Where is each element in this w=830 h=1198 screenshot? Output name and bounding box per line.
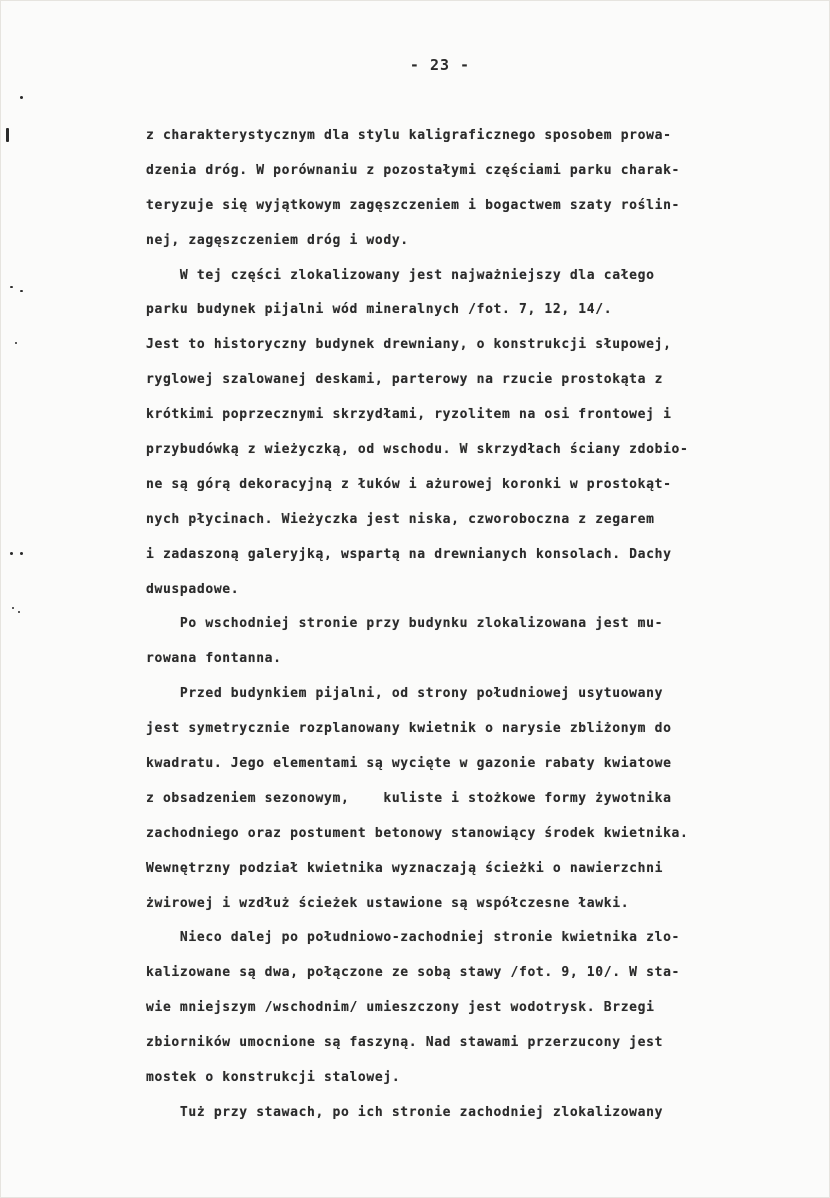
text-line: kwadratu. Jego elementami są wycięte w gazonie rabaty kwiatowe	[146, 756, 672, 772]
text-line: ne są górą dekoracyjną z łuków i ażurowej koronki w prostokąt-	[146, 476, 672, 492]
text-line: krótkimi poprzecznymi skrzydłami, ryzolitem na osi frontowej i	[146, 407, 672, 423]
text-line: ryglowej szalowanej deskami, parterowy na rzucie prostokąta z	[146, 372, 664, 388]
body-text	[146, 119, 806, 1131]
text-line: Jest to historyczny budynek drewniany, o konstrukcji słupowej,	[146, 337, 672, 353]
margin-speck	[10, 552, 13, 555]
page-number: - 23 -	[409, 56, 471, 74]
text-line: mostek o konstrukcji stalowej.	[146, 1070, 401, 1086]
margin-speck	[18, 611, 20, 613]
margin-speck	[20, 96, 23, 99]
text-line: rowana fontanna.	[146, 651, 282, 667]
text-line: Wewnętrzny podział kwietnika wyznaczają ścieżki o nawierzchni	[146, 860, 664, 876]
margin-speck	[20, 552, 23, 555]
text-line: parku budynek pijalni wód mineralnych /fot. 7, 12, 14/.	[146, 302, 613, 318]
text-line: nej, zagęszczeniem dróg i wody.	[146, 232, 409, 248]
text-line: z obsadzeniem sezonowym, kuliste i stożkowe formy żywotnika	[146, 790, 672, 806]
text-line: Po wschodniej stronie przy budynku zlokalizowana jest mu-	[146, 616, 664, 632]
margin-speck	[6, 128, 9, 142]
text-line: Tuż przy stawach, po ich stronie zachodniej zlokalizowany	[146, 1104, 664, 1120]
text-line: zbiorników umocnione są faszyną. Nad stawami przerzucony jest	[146, 1035, 664, 1051]
text-line: kalizowane są dwa, połączone ze sobą stawy /fot. 9, 10/. W sta-	[146, 965, 681, 981]
text-line: dwuspadowe.	[146, 581, 240, 597]
margin-speck	[12, 607, 14, 609]
text-line: Przed budynkiem pijalni, od strony południowej usytuowany	[146, 686, 664, 702]
text-line: z charakterystycznym dla stylu kaligraficznego sposobem prowa-	[146, 128, 672, 143]
text-line: zachodniego oraz postument betonowy stanowiący środek kwietnika.	[146, 825, 689, 841]
margin-speck	[20, 290, 23, 292]
text-line: teryzuje się wyjątkowym zagęszczeniem i bogactwem szaty roślin-	[146, 197, 681, 213]
text-line: dzenia dróg. W porównaniu z pozostałymi częściami parku charak-	[146, 162, 681, 178]
text-line: jest symetrycznie rozplanowany kwietnik o narysie zbliżonym do	[146, 721, 672, 737]
text-line: nych płycinach. Wieżyczka jest niska, czworoboczna z zegarem	[146, 511, 655, 527]
text-line: Nieco dalej po południowo-zachodniej stronie kwietnika zlo-	[146, 930, 681, 946]
margin-speck	[15, 342, 17, 344]
text-line: i zadaszoną galeryjką, wspartą na drewnianych konsolach. Dachy	[146, 546, 672, 562]
text-line: wie mniejszym /wschodnim/ umieszczony jest wodotrysk. Brzegi	[146, 1000, 655, 1016]
margin-speck	[10, 286, 13, 288]
text-line: W tej części zlokalizowany jest najważniejszy dla całego	[146, 267, 655, 283]
text-line: żwirowej i wzdłuż ścieżek ustawione są współczesne ławki.	[146, 895, 630, 911]
text-line: przybudówką z wieżyczką, od wschodu. W skrzydłach ściany zdobio-	[146, 442, 689, 458]
